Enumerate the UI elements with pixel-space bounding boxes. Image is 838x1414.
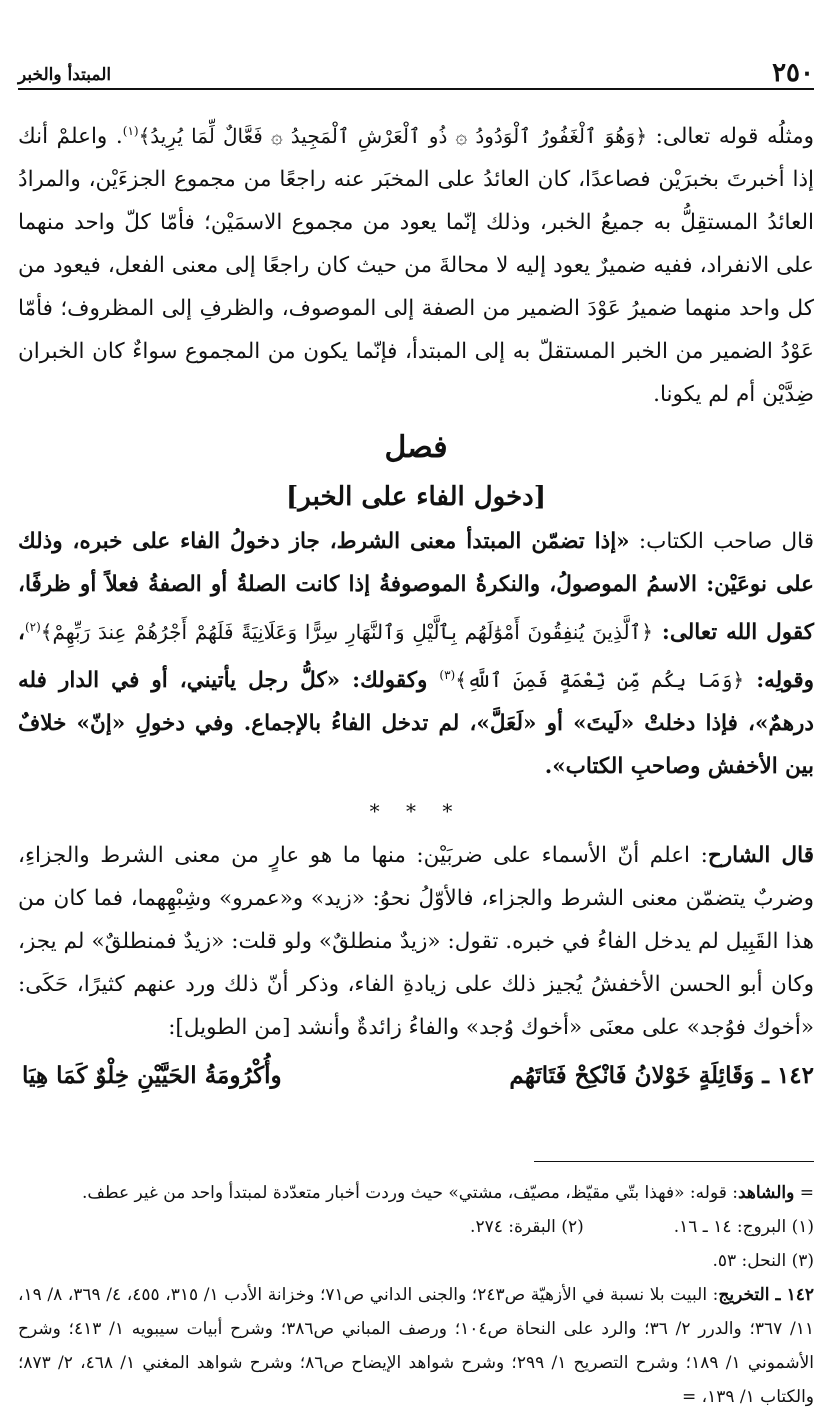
matn-text-3: وكقولك: «كلُّ رجل يأتيني، أو في الدار فله درهمٌ»، فإذا دخلتْ «لَيتَ» أو «لَعَلَّ»، لم تدخل الفاءُ بالإجماع. وفي دخولِ «إنّ» خلافٌ بين الأخفش وصاحبِ الكتاب».: [18, 668, 814, 780]
poetry-verse: [18, 1053, 814, 1099]
matn-lead: قال صاحب الكتاب:: [629, 529, 814, 555]
paragraph-sharh: [18, 834, 814, 1049]
footnote-142-text: : البيت بلا نسبة في الأزهيّة ص٢٤٣؛ والجنى الداني ص٧١؛ وخزانة الأدب ١/ ٣١٥، ٤٥٥، ٤/ ٣٦٩، ٨/ ١٩، ١١/ ٣٦٧؛ والدرر ٢/ ٣٦؛ والرد على النحاة ص١٠٤؛ ورصف المباني ص٣٨٦؛ وشرح أبيات سيبويه ١/ ٤١٣؛ وشرح الأشموني ١/ ١٨٩؛ وشرح التصريح ١/ ٢٩٩؛ وشرح شواهد الإيضاح ص٨٦؛ وشرح شواهد المغني ١/ ٤٦٨، ٢/ ٨٧٣؛ والكتاب ١/ ١٣٩، =: [18, 1285, 815, 1408]
footnote-ref-2: (٢): [24, 620, 41, 635]
footnotes: [18, 1176, 814, 1414]
paragraph-matn: [18, 520, 814, 788]
footnote-separator: [534, 1161, 814, 1162]
quran-quote-baqara: ﴿ٱلَّذِينَ يُنفِقُونَ أَمْوَٰلَهُم بِٱلَّيْلِ وَٱلنَّهَارِ سِرًّا وَعَلَانِيَةً فَلَهُمْ أَجْرُهُمْ عِندَ رَبِّهِمْ﴾: [40, 620, 653, 645]
verse-second-hemistich: وأُكْرُومَةُ الحَيَّيْنِ خِلْوٌ كَمَا هِيَا: [22, 1062, 282, 1090]
footnote-ref-1: (١): [122, 124, 139, 138]
intro-text-2: . واعلمْ أنك إذا أخبرتَ بخبرَيْن فصاعدًا، كان العائدُ على المخبَر عنه راجعًا من مجموع الجزءَيْن، والمرادُ العائدُ المستقِلُّ به جميعُ الخبر، وذلك إنّما يعود من مجموع الاسمَيْن؛ فأمّا كلّ واحد منهما على الانفراد، ففيه ضميرٌ يعود إليه لا محالةَ من حيث كان راجعًا إلى معنى الفعل، فيعود من كل واحد منهما ضميرُ عَوْدَ الضمير من الصفة إلى الموصوف، والظرفِ إلى المظروف؛ فأمّا عَوْدُ الضمير من الخبر المستقلّ به إلى المبتدأ، فإنّما يكون من المجموع سواءٌ كان الخبران ضِدَّيْن أم لم يكونا.: [18, 124, 814, 408]
sharh-text: : اعلم أنّ الأسماء على ضربَيْن: منها ما هو عارٍ من معنى الشرط والجزاءِ، وضربٌ يتضمّن معنى الشرط والجزاء، فالأوّلُ نحوُ: «زيد» و«عمرو» وشِبْهِهما، فما كان من هذا القَبِيل لم يدخل الفاءُ في خبره. تقول: «زيدٌ منطلقٌ» ولو قلت: «زيدٌ فمنطلقٌ» لم يجز، وكان أبو الحسن الأخفشُ يُجيز ذلك على زيادةِ الفاء، وذكر أنّ ذلك ورد عنهم كثيرًا، حَكَى: «أخوك فوُجد» على معنَى «أخوك وُجد» والفاءُ زائدةٌ وأنشد [من الطويل]:: [18, 843, 814, 1041]
section-title: فصل: [384, 430, 448, 466]
footnote-3: (٣) النحل: ٥٣.: [712, 1251, 814, 1272]
page-number: ٢٥٠: [772, 58, 814, 88]
section-divider-stars: * * *: [369, 799, 463, 824]
footnote-cont-prefix: =: [794, 1183, 814, 1204]
footnote-1: (١) البروج: ١٤ ـ ١٦.: [673, 1217, 814, 1238]
footnote-142-label: ١٤٢ ـ التخريج: [718, 1285, 815, 1306]
intro-text-1: ومثلُه قوله تعالى:: [647, 124, 814, 150]
footnote-ref-3: (٣): [439, 668, 456, 683]
quran-quote-buruj: ﴿وَهُوَ ٱلْغَفُورُ ٱلْوَدُودُ ۞ ذُو ٱلْعَرْشِ ٱلْمَجِيدُ ۞ فَعَّالٌ لِّمَا يُرِيدُ﴾: [138, 124, 648, 149]
running-title: المبتدأ والخبر: [18, 65, 112, 85]
footnote-2: (٢) البقرة: ٢٧٤.: [470, 1217, 584, 1238]
quran-quote-nahl: ﴿وَمَا بِكُم مِّن نِّعْمَةٍ فَمِنَ ٱللَّهِ﴾: [455, 668, 745, 693]
footnote-cont-label: والشاهد: [737, 1183, 795, 1204]
paragraph-intro: [18, 110, 814, 416]
footnote-row-1-2: [18, 1210, 814, 1244]
footnote-cont-text: : قوله: «فهذا بتّي مقيّظ، مصيّف، مشتي» حيث وردت أخبار متعدّدة لمبتدأ واحد من غير عطف.: [82, 1183, 738, 1204]
footnote-142: [18, 1278, 814, 1414]
sharh-lead: قال الشارح: [707, 843, 814, 869]
page-header: [18, 56, 814, 90]
matn-text-2: ، وقولِه:: [18, 620, 814, 694]
verse-first-hemistich: ١٤٢ ـ وَقَائِلَةٍ خَوْلانُ فَانْكِحْ فَتَاتَهُم: [509, 1062, 814, 1090]
section-subtitle: [دخول الفاء على الخبر]: [285, 482, 547, 513]
matn-text-1: «إذا تضمّن المبتدأ معنى الشرط، جاز دخولُ الفاء على خبره، وذلك على نوعَيْن: الاسمُ الموصولُ، والنكرةُ الموصوفةُ إذا كانت الصلةُ أو الصفةُ فعلاً أو ظرفًا، كقول الله تعالى:: [18, 529, 814, 646]
footnote-continuation: [18, 1176, 814, 1210]
